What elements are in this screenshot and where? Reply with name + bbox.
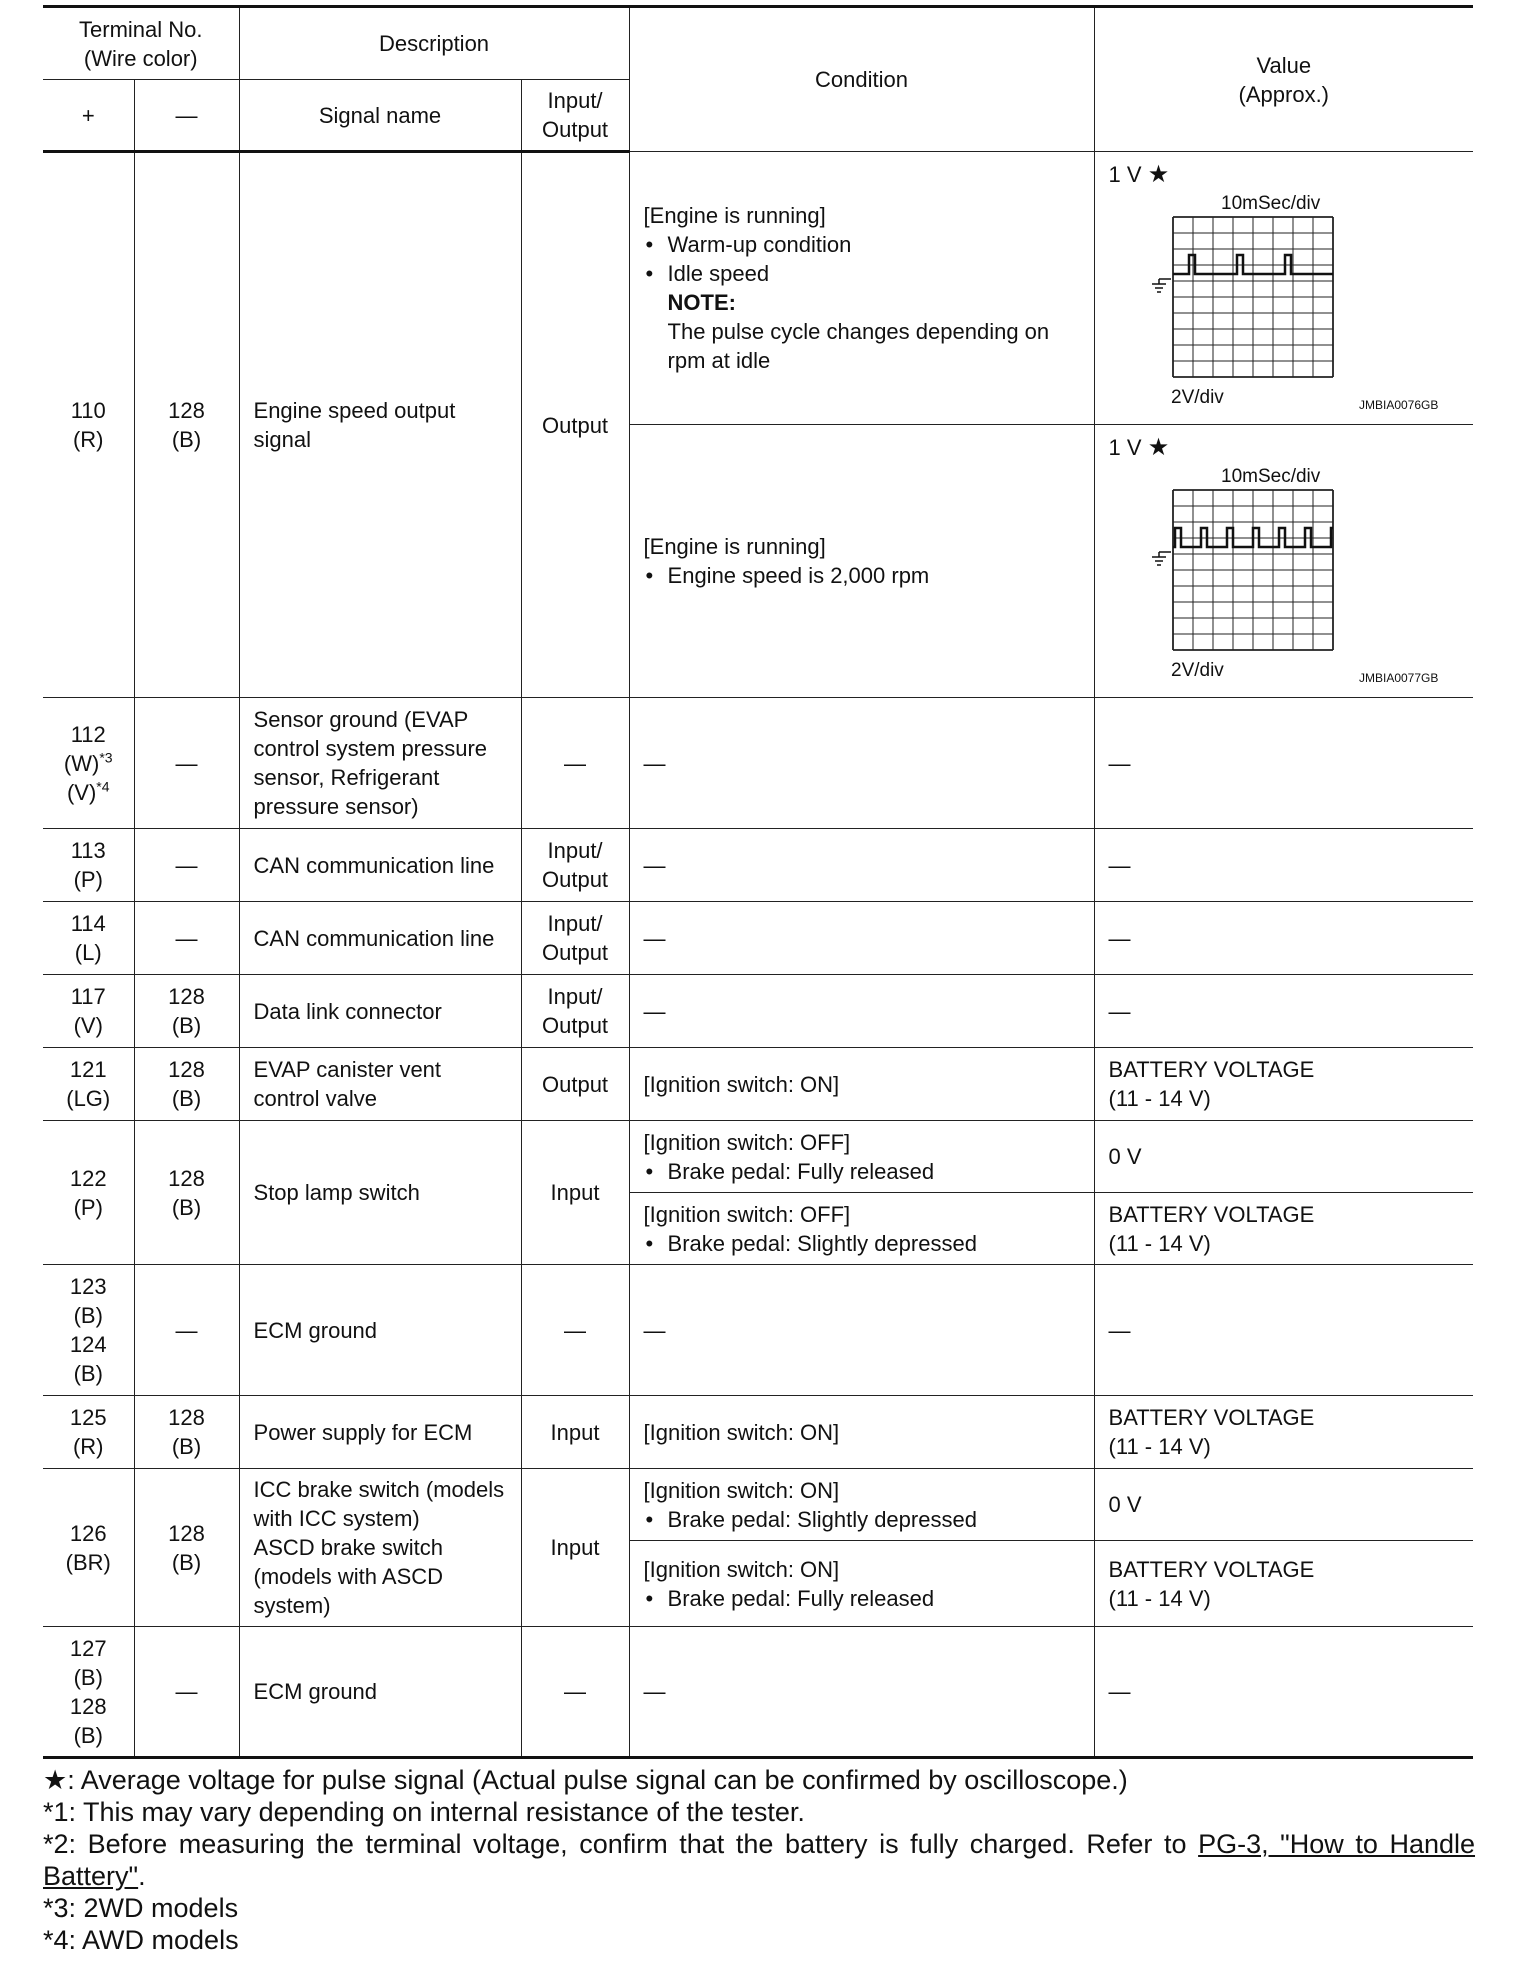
- signal-name: CAN communication line: [239, 829, 521, 902]
- io-cell: Input: [521, 1469, 629, 1627]
- terminal-plus: [43, 698, 134, 829]
- wire-color: (B): [171, 1434, 202, 1459]
- terminal-no-label: Terminal No.: [79, 16, 203, 42]
- condition-cell: [629, 425, 1094, 698]
- value-cell: [1094, 1541, 1473, 1627]
- table-row: [43, 698, 1473, 829]
- wire-color: (B): [171, 1194, 202, 1220]
- terminal-plus: [43, 902, 134, 975]
- wire-color: (LG): [66, 1086, 111, 1111]
- terminal-number: 113: [70, 838, 106, 863]
- condition-cell: [629, 1121, 1094, 1193]
- io-header: Input/ Output: [521, 80, 629, 152]
- wire-color: (BR): [65, 1549, 111, 1575]
- value-text: BATTERY VOLTAGE: [1108, 1556, 1315, 1582]
- condition-item: • Warm-up condition: [644, 230, 1080, 259]
- condition-cell: [Ignition switch: ON]: [629, 1048, 1094, 1121]
- figure-code: JMBIA0076GB: [1358, 398, 1438, 412]
- table-row: [43, 829, 1473, 902]
- wire-color: (B): [73, 1361, 103, 1386]
- terminal-plus: [43, 152, 134, 698]
- wire-color: (B): [171, 427, 202, 452]
- signal-name: [239, 1469, 521, 1627]
- footnotes: [43, 1764, 1475, 1956]
- condition-header: Condition: [629, 7, 1094, 152]
- wire-color: (W): [63, 750, 100, 776]
- terminal-no-header: [43, 7, 239, 80]
- condition-cell: [629, 152, 1094, 425]
- table-row: [43, 1469, 1473, 1541]
- condition-cell: —: [629, 829, 1094, 902]
- terminal-plus: [43, 975, 134, 1048]
- condition-cell: —: [629, 698, 1094, 829]
- figure-code: JMBIA0077GB: [1358, 671, 1438, 685]
- value-cell: [1094, 1396, 1473, 1469]
- signal-name-line: ICC brake switch (models with ICC system): [253, 1477, 505, 1531]
- terminal-plus: [43, 829, 134, 902]
- wire-color: (B): [73, 1664, 103, 1690]
- condition-cell: [629, 1193, 1094, 1265]
- io-cell: Input/ Output: [521, 975, 629, 1048]
- terminal-number: 114: [70, 911, 106, 936]
- io-cell: Input/ Output: [521, 902, 629, 975]
- terminal-minus: [134, 975, 239, 1048]
- scope-grid: [1173, 490, 1333, 650]
- table-row: [43, 1121, 1473, 1193]
- terminal-table: [43, 5, 1473, 1759]
- terminal-plus: [43, 1469, 134, 1627]
- wire-color-label: (Wire color): [83, 45, 198, 71]
- description-header: Description: [239, 7, 629, 80]
- value-header: [1094, 7, 1473, 152]
- footnote-star: ★: Average voltage for pulse signal (Actual pulse signal can be confirmed by oscilloscope.): [43, 1765, 1128, 1795]
- value-cell: —: [1094, 1265, 1473, 1396]
- condition-item: • Idle speed: [644, 259, 1080, 288]
- wire-color: (P): [73, 867, 103, 892]
- terminal-minus: [134, 1469, 239, 1627]
- io-cell: —: [521, 1627, 629, 1758]
- terminal-minus: —: [134, 902, 239, 975]
- footnote-2-text: *2: Before measuring the terminal voltage, confirm that the battery is fully charged. Refer to: [43, 1829, 1199, 1859]
- table-row: [43, 902, 1473, 975]
- condition-cell: [Ignition switch: ON]: [629, 1396, 1094, 1469]
- signal-name: Stop lamp switch: [239, 1121, 521, 1265]
- value-text: BATTERY VOLTAGE: [1108, 1201, 1315, 1227]
- minus-header: —: [134, 80, 239, 152]
- terminal-minus: —: [134, 1265, 239, 1396]
- condition-item: • Brake pedal: Fully released: [644, 1584, 1080, 1613]
- condition-item: • Engine speed is 2,000 rpm: [644, 561, 1080, 590]
- condition-list: [644, 561, 1080, 590]
- footnote-2-end: .: [138, 1861, 146, 1891]
- terminal-minus: [134, 1396, 239, 1469]
- terminal-number: 127: [69, 1635, 107, 1661]
- terminal-plus: [43, 1265, 134, 1396]
- condition-item: • Brake pedal: Slightly depressed: [644, 1229, 1080, 1258]
- terminal-number: 121: [69, 1057, 107, 1082]
- terminal-number: 128: [168, 1405, 205, 1430]
- condition-heading: [Ignition switch: OFF]: [643, 1201, 851, 1227]
- signal-name: CAN communication line: [239, 902, 521, 975]
- value-cell: —: [1094, 829, 1473, 902]
- table-row: [43, 975, 1473, 1048]
- table-row: [43, 1396, 1473, 1469]
- terminal-number: 117: [70, 984, 106, 1009]
- value-cell: [1094, 1193, 1473, 1265]
- wire-color: (L): [74, 940, 102, 965]
- signal-name-line: ASCD brake switch (models with ASCD system): [253, 1535, 444, 1618]
- star-icon: ★: [1147, 434, 1170, 461]
- value-cell: —: [1094, 698, 1473, 829]
- value-range: (11 - 14 V): [1108, 1086, 1211, 1111]
- wire-color: (B): [73, 1722, 103, 1748]
- condition-heading: [Ignition switch: OFF]: [643, 1129, 851, 1155]
- value-cell: 0 V: [1094, 1121, 1473, 1193]
- terminal-number: 128: [168, 1057, 205, 1082]
- wire-color: (V): [66, 779, 97, 805]
- terminal-minus: —: [134, 1627, 239, 1758]
- value-text: BATTERY VOLTAGE: [1108, 1057, 1315, 1082]
- header-row-1: [43, 7, 1473, 80]
- value-cell: [1094, 152, 1473, 425]
- table-row: [43, 1627, 1473, 1758]
- condition-item: • Brake pedal: Slightly depressed: [644, 1505, 1080, 1534]
- footnote-3: *3: 2WD models: [43, 1893, 239, 1923]
- ground-symbol: [1152, 552, 1171, 565]
- condition-heading: [Engine is running]: [643, 534, 826, 559]
- condition-heading: [Ignition switch: ON]: [643, 1556, 840, 1582]
- time-division-label: 10mSec/div: [1220, 193, 1320, 214]
- terminal-number: 123: [69, 1274, 107, 1299]
- condition-cell: —: [629, 1627, 1094, 1758]
- signal-name: ECM ground: [239, 1627, 521, 1758]
- star-icon: ★: [1147, 161, 1170, 188]
- condition-cell: [629, 1541, 1094, 1627]
- wire-color: (B): [171, 1549, 202, 1575]
- terminal-number: 124: [69, 1332, 107, 1357]
- io-cell: Input: [521, 1121, 629, 1265]
- value-range: (11 - 14 V): [1108, 1434, 1211, 1459]
- value-range: (11 - 14 V): [1108, 1585, 1211, 1611]
- io-cell: Output: [521, 1048, 629, 1121]
- condition-cell: —: [629, 1265, 1094, 1396]
- condition-heading: [Engine is running]: [643, 203, 826, 228]
- terminal-number: 125: [69, 1405, 107, 1430]
- terminal-number: 128: [69, 1693, 107, 1719]
- voltage-value: 1 V: [1108, 162, 1142, 187]
- condition-list: [644, 1229, 1080, 1258]
- condition-heading: [Ignition switch: ON]: [643, 1477, 840, 1503]
- wire-color: (B): [73, 1303, 103, 1328]
- table-row: [43, 152, 1473, 425]
- value-cell: —: [1094, 1627, 1473, 1758]
- signal-name: Power supply for ECM: [239, 1396, 521, 1469]
- condition-list: [644, 230, 1080, 288]
- terminal-plus: [43, 1121, 134, 1265]
- average-voltage: [1109, 160, 1462, 189]
- io-cell: Output: [521, 152, 629, 698]
- terminal-plus: [43, 1048, 134, 1121]
- signal-name: ECM ground: [239, 1265, 521, 1396]
- value-cell: 0 V: [1094, 1469, 1473, 1541]
- terminal-number: 128: [168, 398, 205, 423]
- terminal-plus: [43, 1627, 134, 1758]
- terminal-minus: [134, 1121, 239, 1265]
- voltage-value: 1 V: [1108, 435, 1142, 460]
- io-cell: —: [521, 1265, 629, 1396]
- condition-list: [644, 1505, 1080, 1534]
- condition-cell: [629, 1469, 1094, 1541]
- condition-item: • Brake pedal: Fully released: [644, 1157, 1080, 1186]
- terminal-number: 128: [168, 984, 205, 1009]
- terminal-minus: [134, 152, 239, 698]
- scope-grid: [1173, 217, 1333, 377]
- wire-color: (R): [72, 427, 104, 452]
- terminal-minus: [134, 1048, 239, 1121]
- wire-color: (B): [171, 1086, 202, 1111]
- terminal-plus: [43, 1396, 134, 1469]
- oscilloscope-waveform-2000rpm: [1109, 464, 1461, 686]
- condition-cell: —: [629, 975, 1094, 1048]
- table-row: [43, 1265, 1473, 1396]
- average-voltage: [1109, 433, 1462, 462]
- footnote-1: *1: This may vary depending on internal resistance of the tester.: [43, 1797, 805, 1827]
- io-cell: Input: [521, 1396, 629, 1469]
- value-text: BATTERY VOLTAGE: [1108, 1405, 1315, 1430]
- oscilloscope-waveform-idle: [1109, 191, 1461, 413]
- terminal-number: 128: [168, 1520, 205, 1546]
- ground-symbol: [1152, 279, 1171, 292]
- terminal-table-wrapper: [43, 5, 1473, 1759]
- signal-name: EVAP canister vent control valve: [239, 1048, 521, 1121]
- terminal-minus: —: [134, 829, 239, 902]
- signal-name: Engine speed output signal: [239, 152, 521, 698]
- io-cell: —: [521, 698, 629, 829]
- value-cell: [1094, 425, 1473, 698]
- terminal-number: 126: [69, 1520, 107, 1546]
- wire-color: (P): [73, 1194, 103, 1220]
- volt-division-label: 2V/div: [1170, 387, 1224, 408]
- wire-color: (R): [72, 1434, 104, 1459]
- battery-reference-link[interactable]: PG-3, "How to Handle Battery": [43, 1829, 1476, 1891]
- wire-color: (B): [171, 1013, 202, 1038]
- signal-name: Data link connector: [239, 975, 521, 1048]
- footnote-4: *4: AWD models: [43, 1925, 239, 1955]
- footnote-ref: *4: [96, 778, 110, 795]
- terminal-number: 122: [69, 1165, 107, 1191]
- value-cell: —: [1094, 902, 1473, 975]
- note-title: NOTE:: [667, 290, 736, 315]
- footnote-ref: *3: [99, 749, 113, 766]
- terminal-number: 128: [168, 1165, 205, 1191]
- signal-name: Sensor ground (EVAP control system pressure sensor, Refrigerant pressure sensor): [239, 698, 521, 829]
- condition-list: [644, 1157, 1080, 1186]
- terminal-number: 110: [70, 398, 106, 423]
- condition-list: [644, 1584, 1080, 1613]
- terminal-minus: —: [134, 698, 239, 829]
- table-row: [43, 1048, 1473, 1121]
- condition-cell: —: [629, 902, 1094, 975]
- value-label: Value: [1256, 52, 1312, 78]
- plus-header: +: [43, 80, 134, 152]
- footnote-2: [43, 1828, 1475, 1892]
- value-cell: —: [1094, 975, 1473, 1048]
- terminal-number: 112: [70, 721, 106, 747]
- volt-division-label: 2V/div: [1170, 660, 1224, 681]
- value-range: (11 - 14 V): [1108, 1230, 1211, 1256]
- time-division-label: 10mSec/div: [1220, 466, 1320, 487]
- note-text: The pulse cycle changes depending on rpm at idle: [667, 319, 1050, 373]
- approx-label: (Approx.): [1238, 81, 1330, 107]
- wire-color: (V): [73, 1013, 103, 1038]
- io-cell: Input/ Output: [521, 829, 629, 902]
- value-cell: [1094, 1048, 1473, 1121]
- signal-name-header: Signal name: [239, 80, 521, 152]
